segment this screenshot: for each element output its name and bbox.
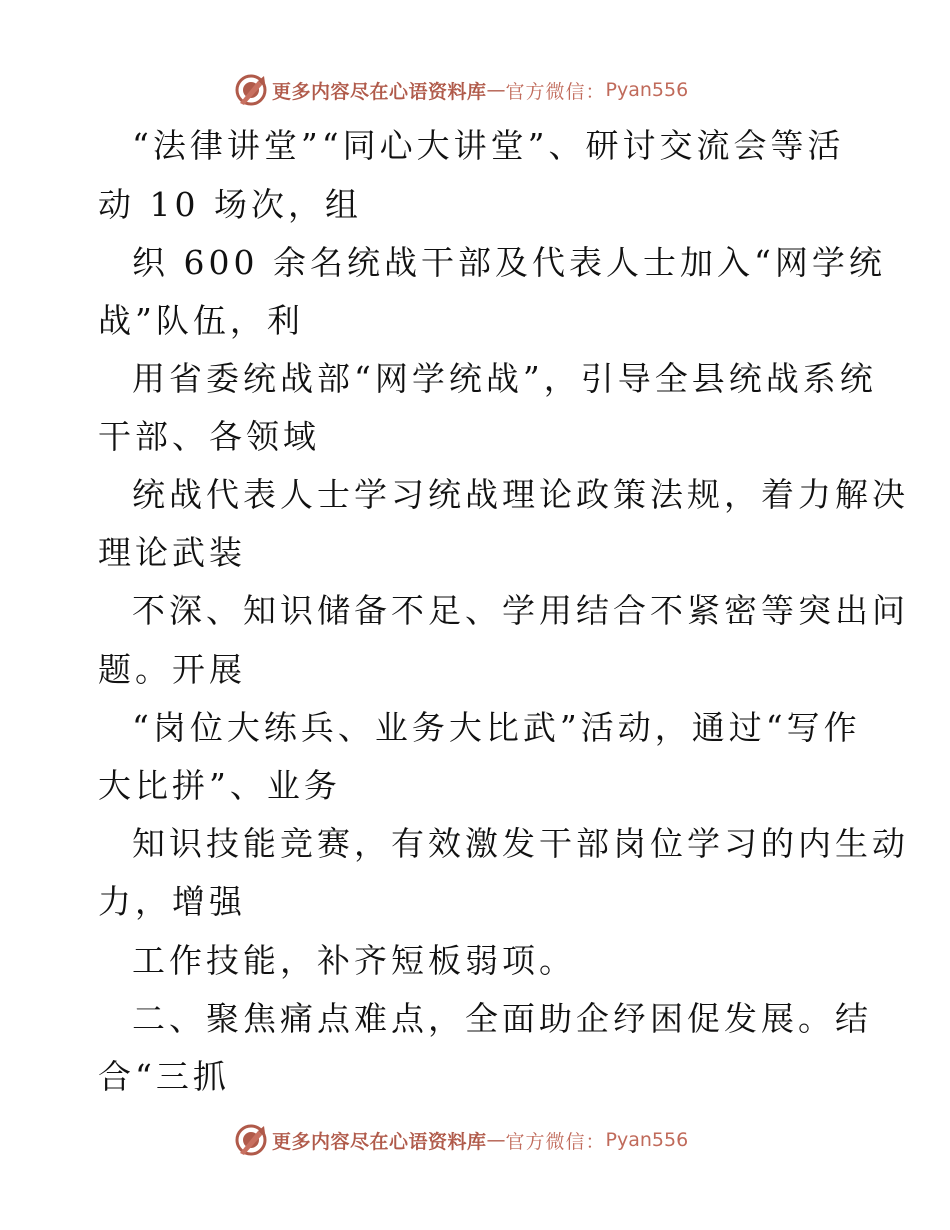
- watermark-separator: —: [486, 1129, 506, 1151]
- paragraph-line: “法律讲堂”“同心大讲堂”、研讨交流会等活: [132, 126, 845, 165]
- quill-pen-seal-icon: [234, 1123, 268, 1157]
- paragraph-line: 用省委统战部“网学统战”，引导全县统战系统: [132, 359, 877, 398]
- paragraph-line: 织 600 余名统战干部及代表人士加入“网学统: [132, 243, 886, 282]
- paragraph-line: 大比拼”、业务: [98, 766, 341, 805]
- quill-pen-seal-icon: [234, 73, 268, 107]
- watermark-text: 更多内容尽在心语资料库: [272, 1130, 487, 1153]
- watermark-label: 官方微信：: [505, 1130, 606, 1153]
- watermark-wechat-id: Pyan556: [605, 1129, 689, 1151]
- watermark-separator: —: [486, 79, 506, 101]
- paragraph-line: 理论武装: [98, 533, 246, 572]
- paragraph-line: 战”队伍，利: [98, 301, 304, 340]
- header-watermark: [234, 72, 688, 108]
- paragraph-line: 合“三抓: [98, 1057, 230, 1096]
- watermark-text: 更多内容尽在心语资料库: [272, 80, 487, 103]
- paragraph-line: 知识技能竞赛，有效激发干部岗位学习的内生动: [132, 824, 909, 863]
- paragraph-line: 题。开展: [98, 650, 246, 689]
- watermark-wechat-id: Pyan556: [605, 79, 689, 101]
- paragraph-line: 工作技能，补齐短板弱项。: [132, 941, 576, 980]
- paragraph-line: 力，增强: [98, 882, 246, 921]
- paragraph-line: “岗位大练兵、业务大比武”活动，通过“写作: [132, 708, 861, 747]
- paragraph-line: 不深、知识储备不足、学用结合不紧密等突出问: [132, 591, 909, 630]
- watermark-label: 官方微信：: [505, 80, 606, 103]
- paragraph-line: 动 10 场次，组: [98, 185, 362, 224]
- footer-watermark: [234, 1122, 688, 1158]
- paragraph-line: 统战代表人士学习统战理论政策法规，着力解决: [132, 475, 909, 514]
- paragraph-line: 干部、各领域: [98, 417, 320, 456]
- paragraph-line: 二、聚焦痛点难点，全面助企纾困促发展。结: [132, 999, 872, 1038]
